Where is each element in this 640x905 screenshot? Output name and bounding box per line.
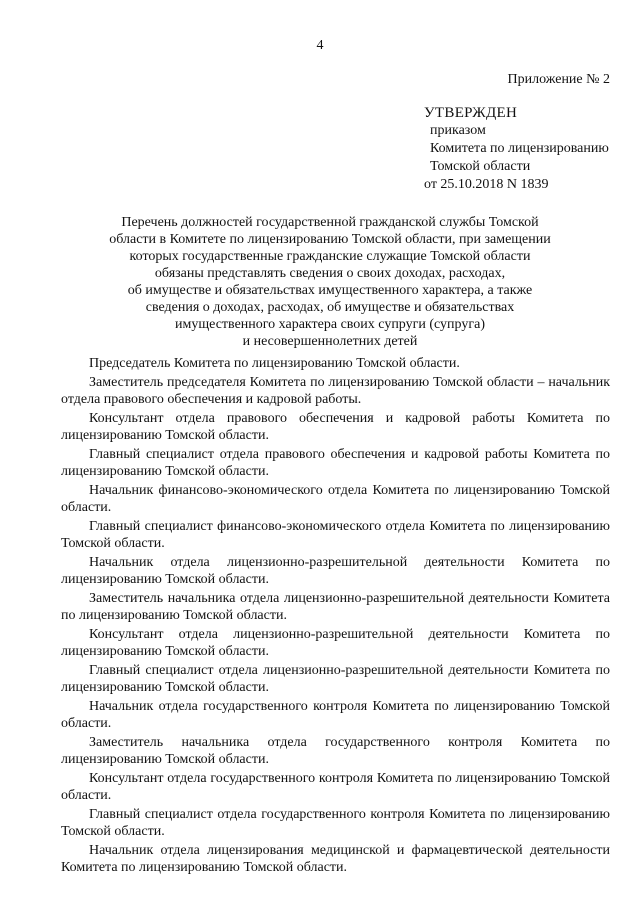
approval-line: от 25.10.2018 N 1839 xyxy=(424,177,549,192)
position-item: Председатель Комитета по лицензированию Томской области. xyxy=(89,356,460,371)
title-line: обязаны представлять сведения о своих доходах, расходах, xyxy=(154,266,506,281)
position-item: Заместитель председателя Комитета по лицензированию Томской области – начальник отдела правового обеспечения и кадровой работы. xyxy=(61,375,610,407)
position-item: Главный специалист отдела лицензионно-разрешительной деятельности Комитета по лицензированию Томской области. xyxy=(61,663,610,695)
position-item: Главный специалист отдела государственного контроля Комитета по лицензированию Томской области. xyxy=(61,807,610,839)
position-item: Начальник отдела государственного контроля Комитета по лицензированию Томской области. xyxy=(61,699,610,731)
position-item: Начальник отдела лицензионно-разрешительной деятельности Комитета по лицензированию Томской области. xyxy=(61,555,610,587)
position-item: Консультант отдела правового обеспечения и кадровой работы Комитета по лицензированию Томской области. xyxy=(61,411,610,443)
position-item: Главный специалист отдела правового обеспечения и кадровой работы Комитета по лицензированию Томской области. xyxy=(61,447,610,479)
approval-line: приказом xyxy=(430,123,486,138)
position-item: Консультант отдела государственного контроля Комитета по лицензированию Томской области. xyxy=(61,771,610,803)
title-line: Перечень должностей государственной гражданской службы Томской xyxy=(121,215,539,230)
title-line: области в Комитете по лицензированию Томской области, при замещении xyxy=(109,232,551,247)
position-item: Заместитель начальника отдела государственного контроля Комитета по лицензированию Томской области. xyxy=(61,735,610,767)
title-line: имущественного характера своих супруги (супруга) xyxy=(175,317,485,332)
position-item: Консультант отдела лицензионно-разрешительной деятельности Комитета по лицензированию Томской области. xyxy=(61,627,610,659)
position-item: Начальник отдела лицензирования медицинской и фармацевтической деятельности Комитета по лицензированию Томской области. xyxy=(61,843,610,875)
title-line: сведения о доходах, расходах, об имуществе и обязательствах xyxy=(145,300,515,315)
title-line: и несовершеннолетних детей xyxy=(242,334,418,349)
approval-title: УТВЕРЖДЕН xyxy=(424,105,518,121)
approval-line: Томской области xyxy=(430,159,531,174)
page-number: 4 xyxy=(316,38,324,53)
approval-block xyxy=(424,104,609,194)
position-item: Главный специалист финансово-экономического отдела Комитета по лицензированию Томской области. xyxy=(61,519,610,551)
position-item: Заместитель начальника отдела лицензионно-разрешительной деятельности Комитета по лицензированию Томской области. xyxy=(61,591,610,623)
positions-list xyxy=(61,355,610,878)
document-title xyxy=(80,214,580,350)
title-line: об имуществе и обязательствах имущественного характера, а также xyxy=(127,283,533,298)
title-line: которых государственные гражданские служащие Томской области xyxy=(129,249,531,264)
position-item: Начальник финансово-экономического отдела Комитета по лицензированию Томской области. xyxy=(61,483,610,515)
appendix-label: Приложение № 2 xyxy=(507,72,610,87)
approval-line: Комитета по лицензированию xyxy=(430,141,609,156)
